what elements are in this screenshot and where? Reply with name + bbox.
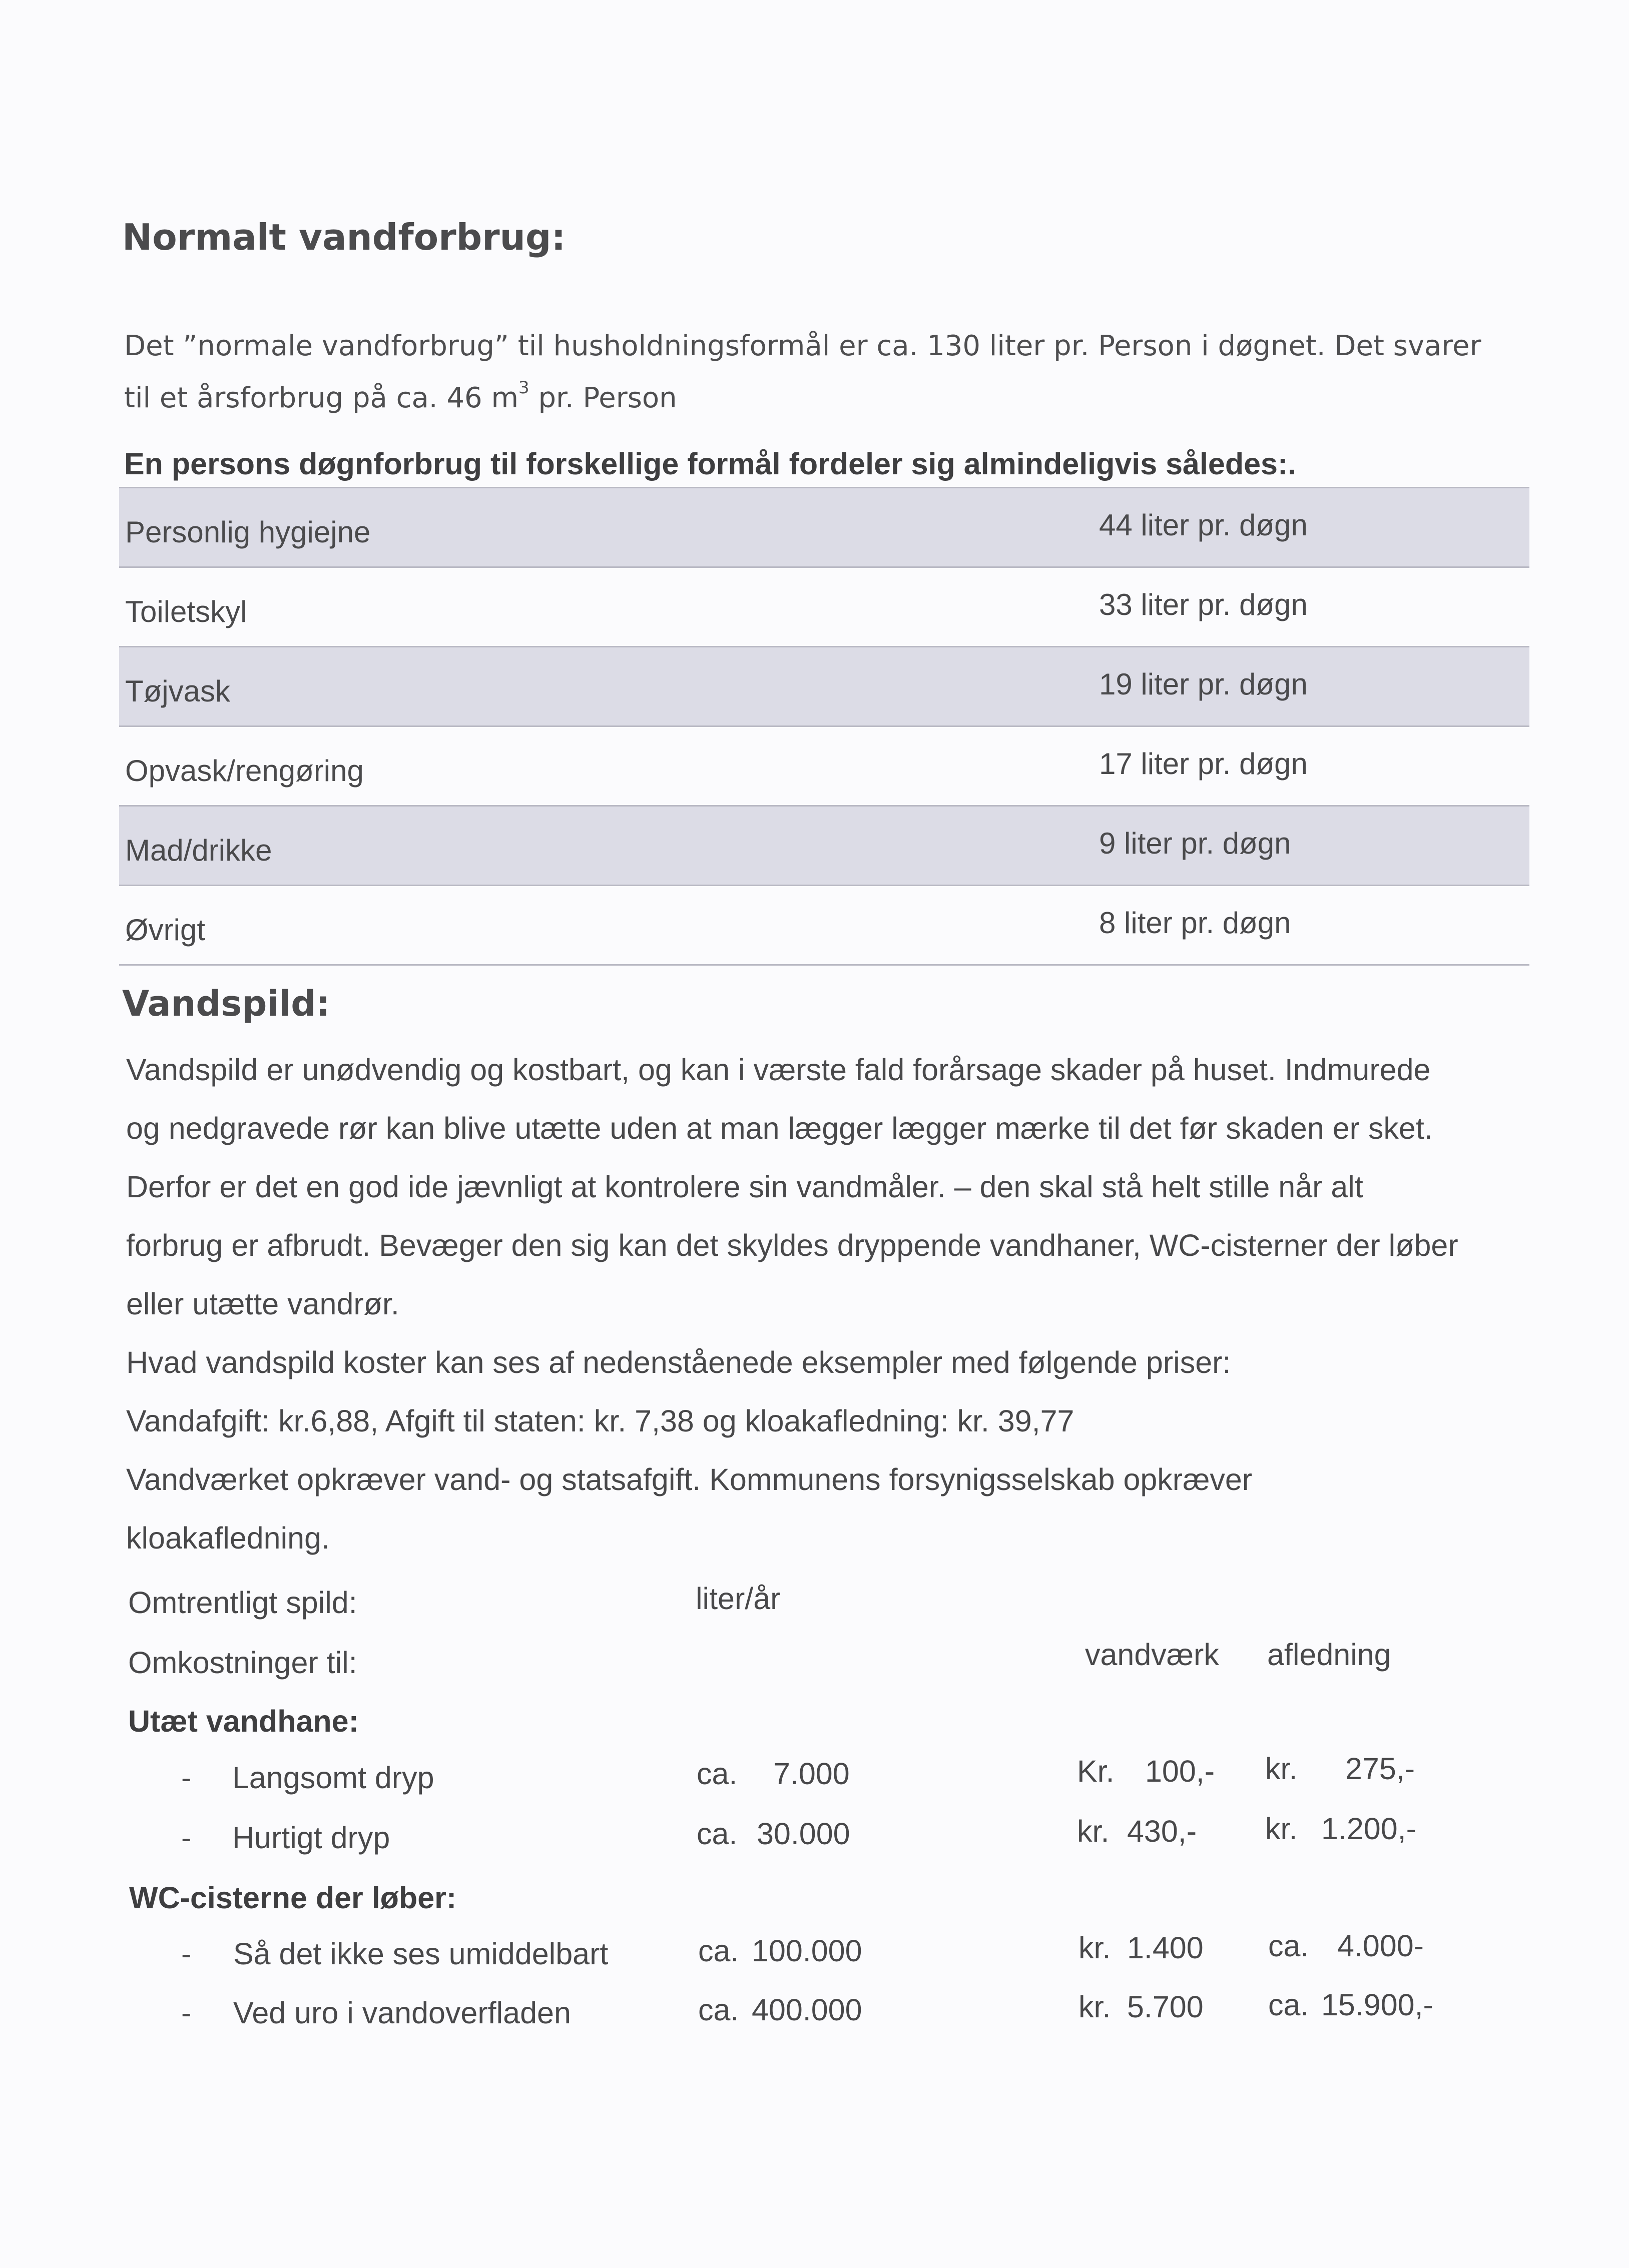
liters-prefix: ca. <box>698 1993 739 2027</box>
usage-value: 9 liter pr. døgn <box>1087 806 1529 886</box>
row-label: Så det ikke ses umiddelbart <box>233 1937 609 1971</box>
row-dash: - <box>181 1761 192 1795</box>
row-label: Hurtigt dryp <box>232 1821 390 1855</box>
spild-label: Omtrentligt spild: <box>128 1586 357 1620</box>
afledning-prefix: kr. <box>1265 1752 1298 1786</box>
intro-line-2-text: til et årsforbrug på ca. 46 m <box>124 382 518 414</box>
text-line: Vandværket opkræver vand- og statsafgift. Kommunens forsynigsselskab opkræver <box>126 1462 1253 1496</box>
omkostninger-label: Omkostninger til: <box>128 1646 357 1680</box>
usage-label: Toiletskyl <box>119 567 1087 647</box>
text-line: Vandafgift: kr.6,88, Afgift til staten: kr. 7,38 og kloakafledning: kr. 39,77 <box>126 1404 1074 1438</box>
usage-label: Personlig hygiejne <box>119 488 1087 567</box>
vandvaerk-value: 5.700 <box>1127 1990 1204 2024</box>
usage-value: 17 liter pr. døgn <box>1087 726 1529 806</box>
liters-value: 30.000 <box>757 1817 850 1851</box>
row-label: Langsomt dryp <box>232 1761 434 1795</box>
usage-value: 19 liter pr. døgn <box>1087 647 1529 726</box>
vandvaerk-value: 100,- <box>1145 1754 1215 1788</box>
usage-label: Opvask/rengøring <box>119 726 1087 806</box>
afledning-prefix: ca. <box>1268 1929 1309 1963</box>
vandvaerk-prefix: kr. <box>1077 1814 1110 1848</box>
liters-prefix: ca. <box>698 1934 739 1968</box>
afledning-value: 15.900,- <box>1321 1988 1433 2022</box>
vandvaerk-prefix: kr. <box>1078 1990 1111 2024</box>
vandvaerk-prefix: kr. <box>1078 1931 1111 1965</box>
text-line: eller utætte vandrør. <box>126 1287 399 1321</box>
usage-value: 44 liter pr. døgn <box>1087 488 1529 567</box>
col-header-vandvaerk: vandværk <box>1085 1638 1219 1672</box>
liters-value: 7.000 <box>773 1757 850 1791</box>
text-line: Vandspild er unødvendig og kostbart, og kan i værste fald forårsage skader på huset. Indmurede <box>126 1053 1431 1087</box>
heading-vandspild: Vandspild: <box>122 983 330 1024</box>
vandvaerk-value: 430,- <box>1127 1814 1197 1848</box>
afledning-value: 1.200,- <box>1321 1812 1416 1846</box>
text-line: Derfor er det en god ide jævnligt at kontrolere sin vandmåler. – den skal stå helt stille når alt <box>126 1170 1363 1204</box>
liters-value: 400.000 <box>752 1993 862 2027</box>
liters-prefix: ca. <box>697 1817 738 1851</box>
group-title-utaet-vandhane: Utæt vandhane: <box>128 1704 359 1738</box>
vandvaerk-prefix: Kr. <box>1077 1754 1115 1788</box>
text-line: kloakafledning. <box>126 1521 330 1555</box>
group-title-wc-cisterne: WC-cisterne der løber: <box>129 1881 457 1915</box>
heading-normalt-vandforbrug: Normalt vandforbrug: <box>122 216 566 258</box>
cubic-superscript: 3 <box>518 378 529 398</box>
usage-value: 33 liter pr. døgn <box>1087 567 1529 647</box>
afledning-value: 275,- <box>1345 1752 1415 1786</box>
liters-prefix: ca. <box>697 1757 738 1791</box>
usage-table-title: En persons døgnforbrug til forskellige formål fordeler sig almindeligvis således:. <box>124 447 1297 481</box>
text-line: forbrug er afbrudt. Bevæger den sig kan det skyldes dryppende vandhaner, WC-cisterner der løber <box>126 1228 1458 1262</box>
afledning-prefix: kr. <box>1265 1812 1298 1846</box>
afledning-value: 4.000- <box>1337 1929 1424 1963</box>
col-header-afledning: afledning <box>1267 1638 1391 1672</box>
text-line: Hvad vandspild koster kan ses af nedenståenede eksempler med følgende priser: <box>126 1345 1231 1379</box>
row-label: Ved uro i vandoverfladen <box>233 1996 571 2030</box>
liters-value: 100.000 <box>752 1934 862 1968</box>
usage-label: Øvrigt <box>119 886 1087 965</box>
row-dash: - <box>181 1821 192 1855</box>
intro-line-2-suffix: pr. Person <box>529 382 677 414</box>
text-line: og nedgravede rør kan blive utætte uden at man lægger lægger mærke til det før skaden er sket. <box>126 1111 1433 1145</box>
usage-label: Tøjvask <box>119 647 1087 726</box>
row-dash: - <box>181 1937 192 1971</box>
afledning-prefix: ca. <box>1268 1988 1309 2022</box>
usage-value: 8 liter pr. døgn <box>1087 886 1529 965</box>
row-dash: - <box>181 1996 192 2030</box>
vandvaerk-value: 1.400 <box>1127 1931 1204 1965</box>
unit-header: liter/år <box>696 1582 781 1616</box>
intro-line-1: Det ”normale vandforbrug” til husholdningsformål er ca. 130 liter pr. Person i døgnet. Det svarer <box>124 330 1481 362</box>
usage-label: Mad/drikke <box>119 806 1087 886</box>
